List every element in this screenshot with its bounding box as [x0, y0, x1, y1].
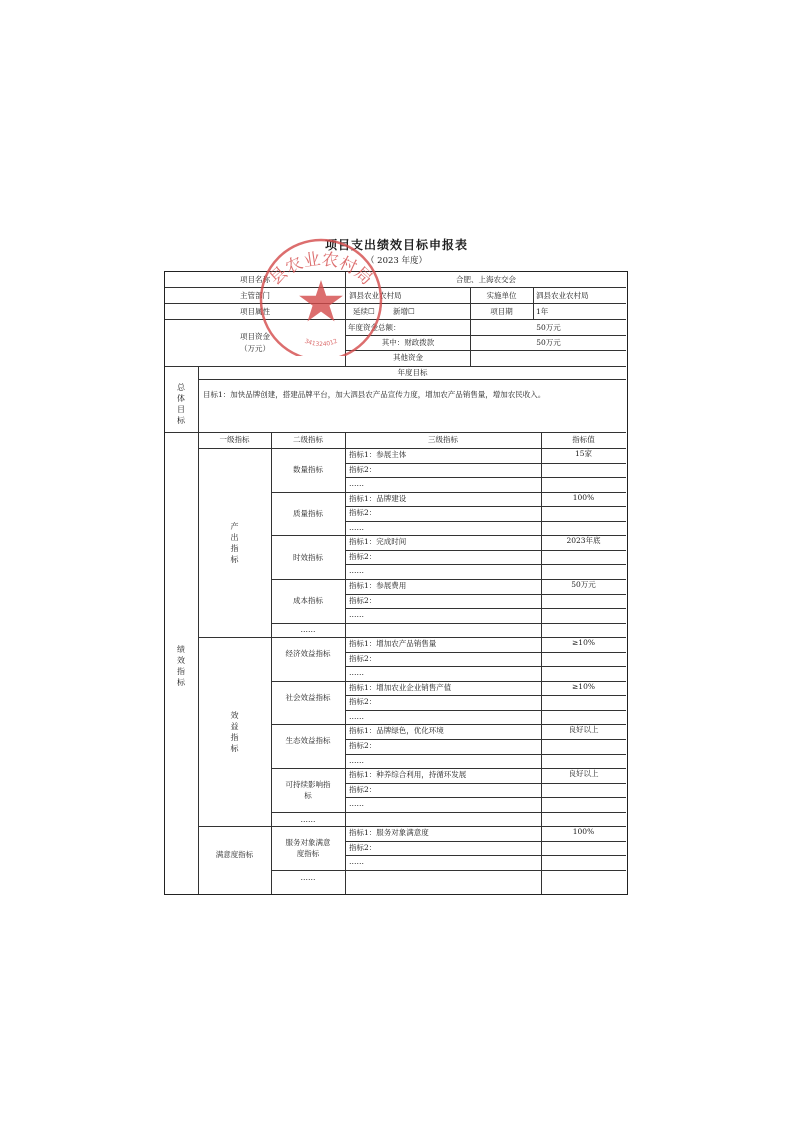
impl-label: 实施单位 [486, 291, 517, 300]
indicator-text: 指标1：品牌建设 [349, 493, 407, 503]
impl-value: 泗县农业农村局 [536, 291, 589, 300]
level2-indicator: 数量指标 [293, 465, 323, 475]
indicator-value: 100% [572, 492, 595, 502]
indicator-value: 15家 [574, 449, 593, 458]
level2-indicator: …… [300, 814, 316, 824]
attr-continue-checkbox[interactable]: 延续☐ [353, 307, 375, 316]
seal-code: 341324012 [303, 337, 339, 348]
indicator-value: ≥10% [572, 638, 595, 648]
indicator-text: 指标2： [349, 784, 377, 794]
level2-indicator: 质量指标 [293, 508, 323, 518]
level2-indicator: 生态效益指标 [285, 736, 331, 746]
project-name-value: 合肥、上海农交会 [456, 275, 516, 284]
indicator-text: 指标2： [349, 464, 377, 474]
indicator-text: 指标1：增加农业企业销售产值 [349, 682, 452, 692]
indicator-text: 指标1：完成时间 [349, 537, 407, 547]
col-value-header: 指标值 [572, 435, 595, 444]
indicator-text: …… [349, 479, 364, 489]
indicator-value: 良好以上 [568, 769, 599, 779]
goal-header: 年度目标 [397, 368, 428, 377]
indicator-text: …… [349, 668, 364, 678]
indicator-text: …… [349, 799, 364, 809]
total-funds-label: 年度资金总额： [348, 323, 401, 332]
indicator-text: 指标2： [349, 653, 377, 663]
indicator-text: …… [349, 755, 364, 765]
fiscal-value: 50万元 [536, 338, 561, 347]
fiscal-label: 其中：财政拨款 [381, 338, 435, 347]
attr-new-checkbox[interactable]: 新增☐ [393, 307, 415, 316]
indicator-text: 指标1：参展费用 [349, 580, 407, 590]
indicator-value: 良好以上 [568, 725, 599, 735]
level2-indicator: 服务对象满意度指标 [285, 838, 331, 859]
level2-indicator: …… [300, 872, 316, 882]
goal-text: 目标1：加快品牌创建，搭建品牌平台，加大泗县农产品宣传力度，增加农产品销售量，增加农民收入。 [203, 390, 546, 399]
indicator-text: …… [349, 857, 364, 867]
funds-label: 项目资金 [240, 332, 270, 341]
level2-indicator: 时效指标 [293, 552, 323, 562]
level2-indicator: 社会效益指标 [285, 692, 331, 702]
performance-form-table [164, 271, 628, 895]
indicator-text: 指标2： [349, 508, 377, 518]
period-value: 1年 [536, 307, 549, 316]
dept-value: 泗县农业农村局 [349, 291, 402, 300]
indicator-text: …… [349, 566, 364, 576]
level2-indicator: 成本指标 [293, 596, 323, 606]
indicator-text: 指标2： [349, 551, 377, 561]
form-year: （ 2023 年度） [365, 256, 428, 266]
indicator-text: …… [349, 610, 364, 620]
indicator-value: 50万元 [571, 579, 596, 589]
attr-label: 项目属性 [240, 307, 270, 316]
indicator-text: …… [349, 522, 364, 532]
level1-indicator: 满意度指标 [215, 850, 254, 860]
indicator-text: 指标2： [349, 595, 377, 605]
indicator-text: 指标1：增加农产品销售量 [349, 639, 437, 649]
col-level2-header: 二级指标 [293, 435, 323, 444]
indicator-text: …… [349, 711, 364, 721]
period-label: 项目期 [490, 307, 513, 316]
indicator-text: 指标1：服务对象满意度 [349, 828, 429, 838]
indicator-text: 指标2： [349, 741, 377, 750]
form-title: 项目支出绩效目标申报表 [324, 238, 468, 252]
col-level3-header: 三级指标 [428, 435, 458, 444]
total-funds-value: 50万元 [536, 323, 561, 332]
other-funds-label: 其他资金 [393, 353, 423, 362]
level2-indicator: …… [300, 625, 316, 635]
indicator-value: 2023年底 [566, 536, 601, 546]
indicator-text: 指标2： [349, 697, 377, 707]
level2-indicator: 经济效益指标 [285, 648, 331, 658]
level1-indicator: 产出指标 [230, 521, 239, 564]
indicator-text: 指标1：参展主体 [349, 450, 407, 459]
col-level1-header: 一级指标 [219, 435, 250, 444]
level2-indicator: 可持续影响指标 [285, 779, 331, 800]
level1-indicator: 效益指标 [230, 710, 239, 753]
indicator-text: 指标1：种养综合利用，持循环发展 [349, 770, 467, 780]
perf-side-label: 绩效指标 [177, 645, 185, 687]
project-name-label: 项目名称 [240, 275, 270, 284]
funds-unit: （万元） [240, 344, 270, 353]
indicator-value: 100% [572, 827, 595, 837]
seal-text: 县农业农村局 [265, 249, 377, 290]
indicator-text: 指标1：品牌绿色，优化环境 [349, 726, 444, 736]
indicator-value: ≥10% [572, 681, 595, 691]
goal-side-label: 总体目标 [177, 383, 185, 425]
dept-label: 主管部门 [240, 291, 270, 300]
indicator-text: 指标2： [349, 842, 377, 852]
